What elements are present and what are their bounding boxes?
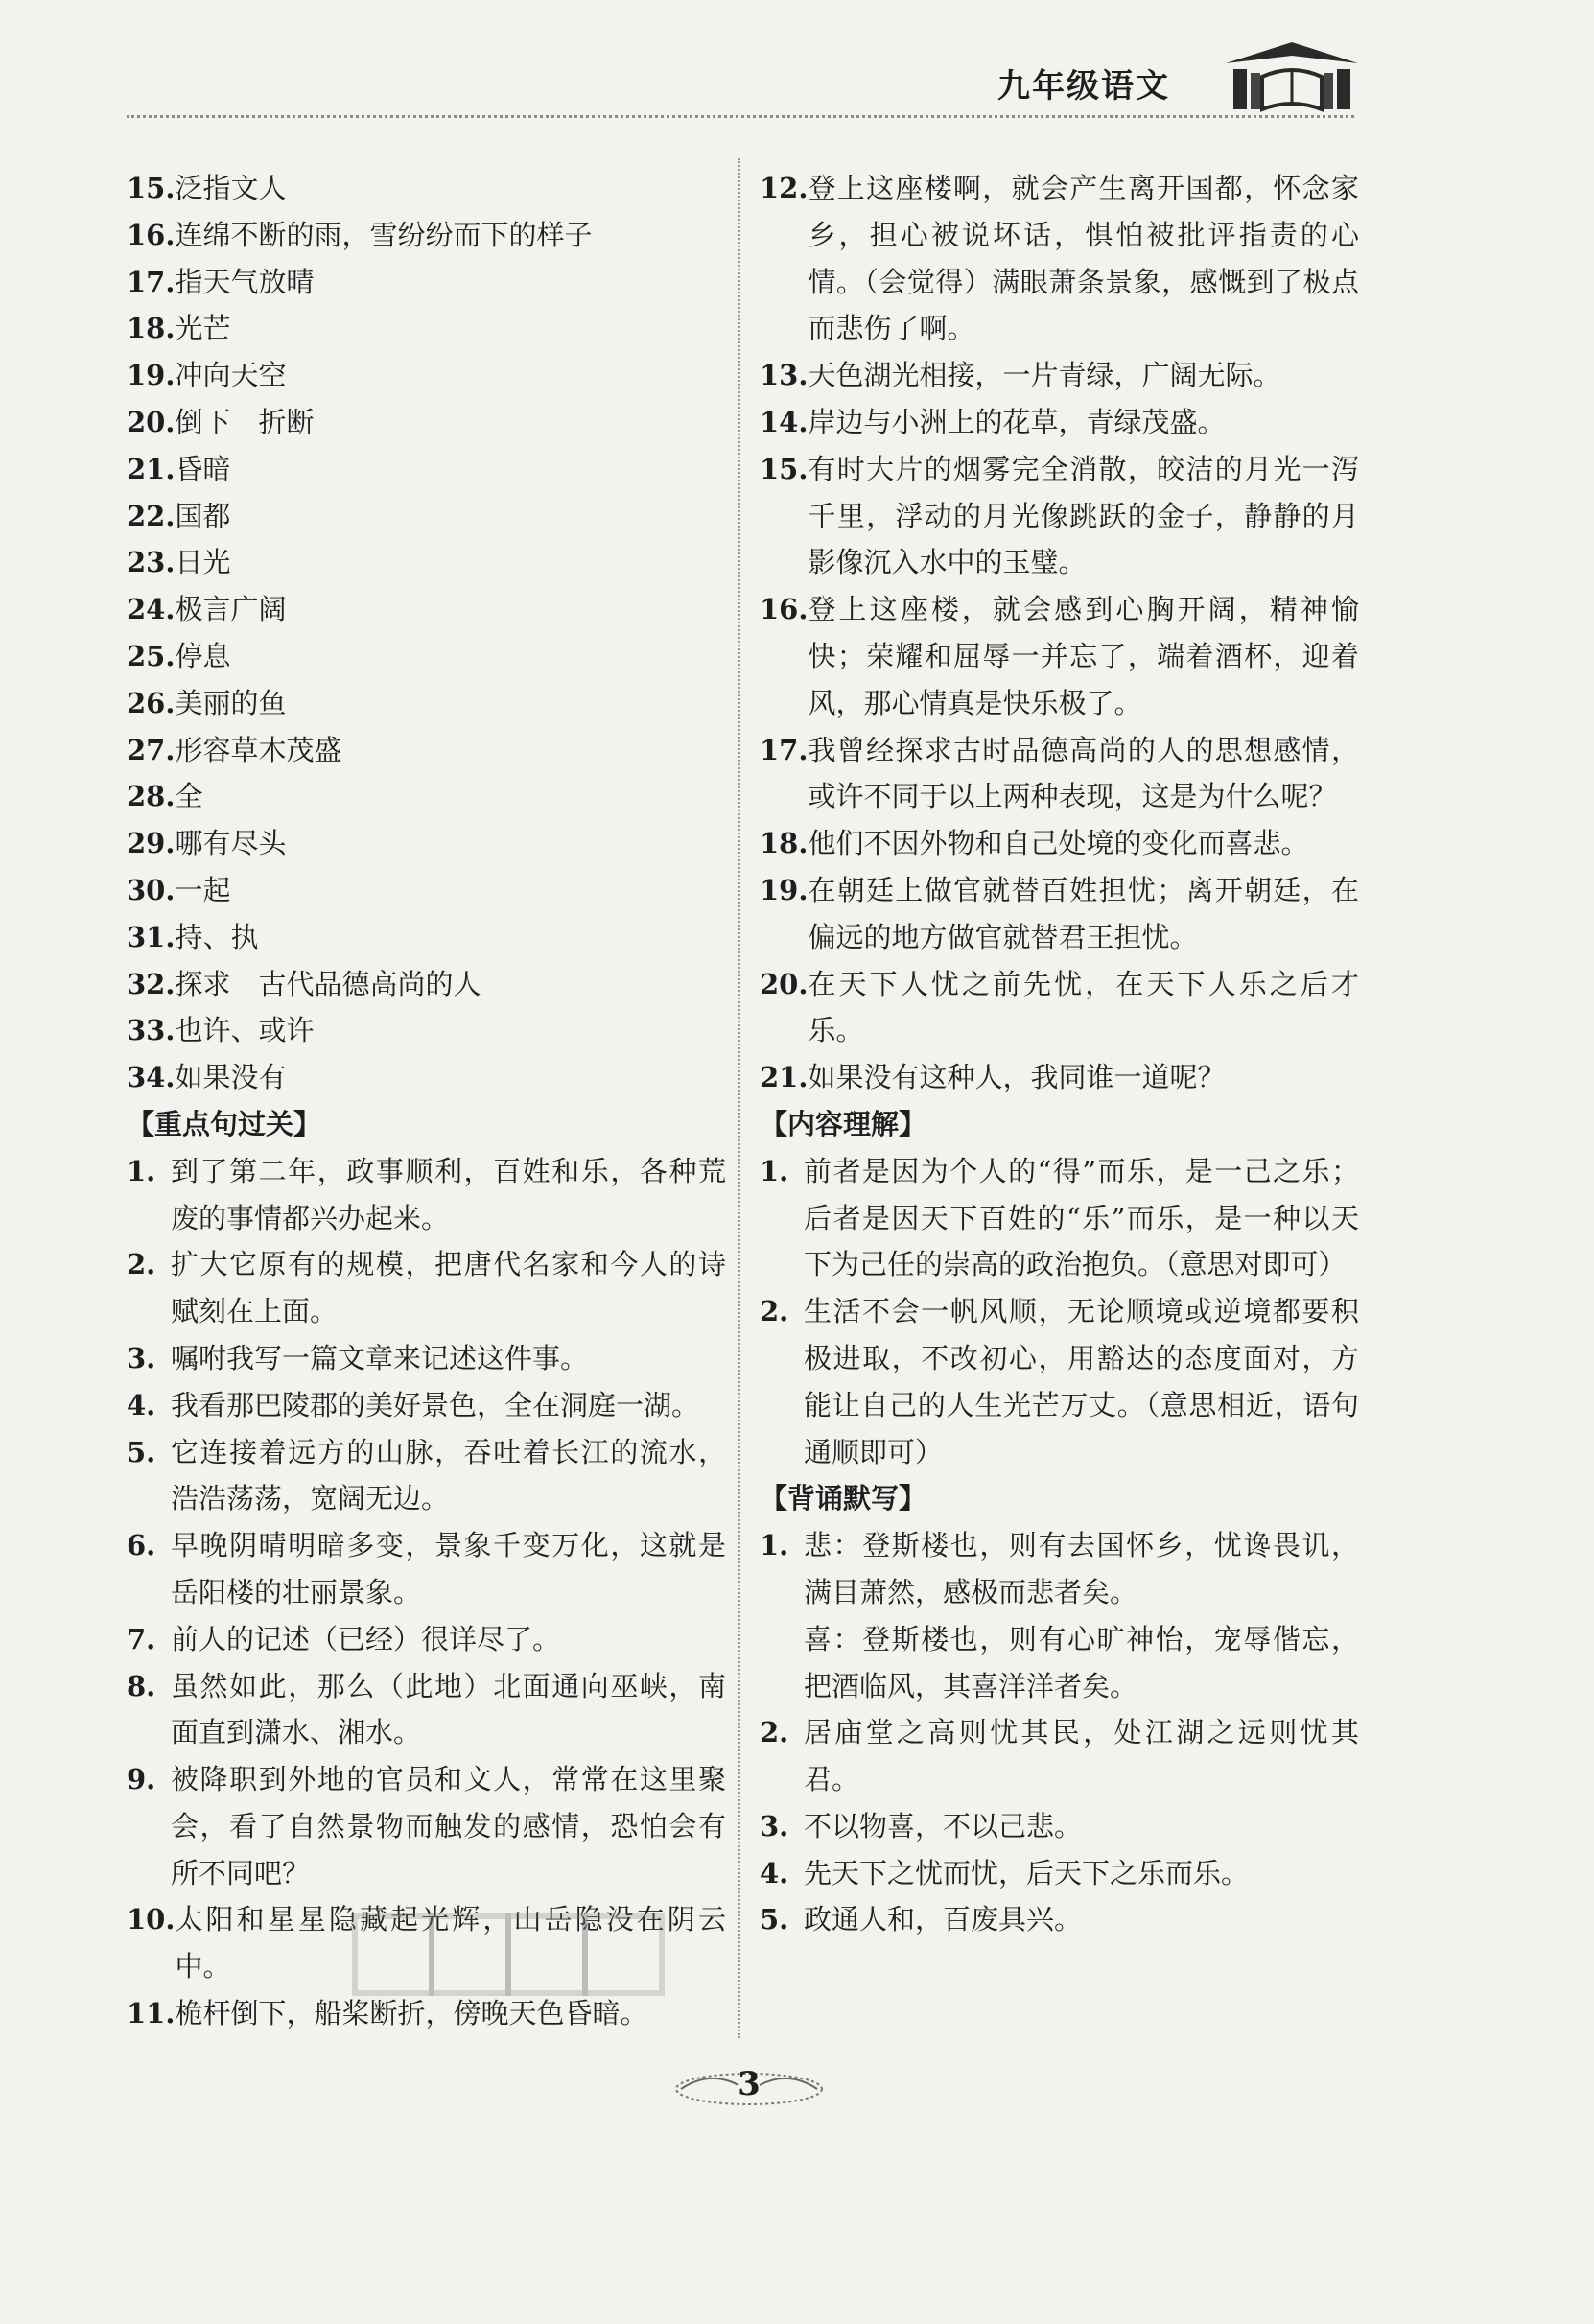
list-item: [127, 1241, 726, 1335]
item-number: 9.: [127, 1763, 156, 1796]
item-text: 美丽的鱼: [175, 686, 287, 719]
header-divider: [127, 115, 1354, 118]
item-text: 探求 古代品德高尚的人: [175, 967, 481, 1000]
item-number: 30.: [127, 873, 176, 906]
list-item: [760, 446, 1359, 586]
item-text: 形容草木茂盛: [175, 733, 342, 766]
item-number: 16.: [127, 218, 176, 251]
item-number: 3.: [127, 1341, 156, 1374]
item-number: 2.: [760, 1295, 789, 1328]
list-item: [760, 1148, 1359, 1288]
list-item: [760, 586, 1359, 726]
item-text: 持、执: [175, 920, 259, 953]
item-text: 前者是因为个人的“得”而乐，是一己之乐；后者是因天下百姓的“乐”而乐，是一种以天下为己任的崇高的政治抱负。（意思对即可）: [804, 1154, 1359, 1281]
item-text: 嘱咐我写一篇文章来记述这件事。: [171, 1341, 589, 1374]
item-number: 27.: [127, 733, 176, 766]
item-number: 18.: [127, 312, 176, 345]
list-item: [127, 165, 726, 212]
content-answer-list: [760, 1148, 1359, 1476]
list-item: [127, 259, 726, 306]
book-subject-title: 九年级语文: [997, 67, 1170, 106]
item-number: 16.: [760, 593, 809, 626]
item-number: 26.: [127, 686, 176, 719]
item-text: 被降职到外地的官员和文人，常常在这里聚会，看了自然景物而触发的感情，恐怕会有所不同吧？: [171, 1763, 726, 1890]
item-number: 4.: [760, 1856, 789, 1890]
item-text: 国都: [175, 499, 231, 532]
item-number: 1.: [760, 1154, 789, 1187]
item-number: 5.: [760, 1903, 789, 1937]
item-number: 12.: [760, 172, 809, 204]
item-text: 政通人和，百废具兴。: [804, 1903, 1083, 1937]
translation-list: [760, 165, 1359, 1101]
item-number: 17.: [760, 733, 809, 766]
item-number: 13.: [760, 359, 809, 392]
item-number: 2.: [760, 1716, 789, 1749]
list-item: [127, 914, 726, 961]
item-number: 18.: [760, 827, 809, 860]
item-text: 在朝廷上做官就替百姓担忧；离开朝廷，在偏远的地方做官就替君王担忧。: [808, 873, 1359, 953]
item-text: 桅杆倒下，船桨断折，傍晚天色昏暗。: [175, 1997, 648, 2031]
item-text: 前人的记述（已经）很详尽了。: [171, 1622, 561, 1655]
item-text: 在天下人忧之前先忧，在天下人乐之后才乐。: [808, 967, 1359, 1047]
book-stack-icon: [1220, 35, 1364, 115]
item-number: 31.: [127, 920, 176, 953]
list-item: [127, 586, 726, 633]
item-number: 22.: [127, 499, 176, 532]
item-text: 天色湖光相接，一片青绿，广阔无际。: [808, 359, 1281, 392]
list-item: [760, 1288, 1359, 1475]
item-number: 6.: [127, 1529, 156, 1562]
item-text: 居庙堂之高则忧其民，处江湖之远则忧其君。: [804, 1716, 1359, 1796]
item-text: 冲向天空: [175, 359, 287, 392]
item-text: 哪有尽头: [175, 827, 287, 860]
item-number: 28.: [127, 780, 176, 813]
list-item: [127, 867, 726, 914]
list-item: [127, 493, 726, 540]
item-number: 8.: [127, 1669, 156, 1702]
item-number: 14.: [760, 405, 809, 438]
list-item: [127, 680, 726, 727]
list-item: [760, 1054, 1359, 1101]
item-number: 24.: [127, 593, 176, 626]
item-text: 有时大片的烟雾完全消散，皎洁的月光一泻千里，浮动的月光像跳跃的金子，静静的月影像沉入水中的玉璧。: [808, 452, 1359, 579]
list-item: [127, 961, 726, 1008]
list-item: [127, 539, 726, 586]
list-item: [760, 867, 1359, 961]
item-number: 21.: [127, 452, 176, 485]
item-text: 悲：登斯楼也，则有去国怀乡，忧谗畏讥，满目萧然，感极而悲者矣。: [804, 1529, 1359, 1608]
item-number: 21.: [760, 1061, 809, 1094]
list-item: [127, 633, 726, 680]
item-number: 1.: [760, 1529, 789, 1562]
item-text: 极言广阔: [175, 593, 287, 626]
item-number: 19.: [760, 873, 809, 906]
item-number: 25.: [127, 639, 176, 672]
recite-list: [760, 1709, 1359, 1943]
item-text: 它连接着远方的山脉，吞吐着长江的流水，浩浩荡荡，宽阔无边。: [171, 1435, 726, 1515]
section-title-recite: 【背诵默写】: [760, 1482, 927, 1515]
item-number: 32.: [127, 967, 176, 1000]
word-meaning-list: [127, 165, 726, 1101]
list-item: [127, 1148, 726, 1242]
item-number: 29.: [127, 827, 176, 860]
list-item: [760, 1850, 1359, 1897]
item-number: 7.: [127, 1622, 156, 1655]
list-item: [127, 1382, 726, 1429]
left-column: [127, 165, 726, 2037]
list-item: [127, 305, 726, 352]
item-text: 他们不因外物和自己处境的变化而喜悲。: [808, 827, 1309, 860]
item-number: 15.: [760, 452, 809, 485]
item-text: 如果没有这种人，我同谁一道呢？: [808, 1061, 1226, 1094]
item-number: 20.: [127, 405, 176, 438]
item-text: 早晚阴晴明暗多变，景象千变万化，这就是岳阳楼的壮丽景象。: [171, 1529, 726, 1608]
item-text: 生活不会一帆风顺，无论顺境或逆境都要积极进取，不改初心，用豁达的态度面对，方能让自己的人生光芒万丈。（意思相近，语句通顺即可）: [804, 1295, 1359, 1468]
item-number: 19.: [127, 359, 176, 392]
list-item: [127, 399, 726, 446]
item-number: 17.: [127, 265, 176, 298]
list-item: [127, 1335, 726, 1382]
item-text: 停息: [175, 639, 231, 672]
section-title-content: 【内容理解】: [760, 1107, 927, 1140]
item-text: 昏暗: [175, 452, 231, 485]
item-number: 33.: [127, 1014, 176, 1047]
item-number: 5.: [127, 1435, 156, 1468]
item-number: 3.: [760, 1809, 789, 1843]
item-subtext: 喜：登斯楼也，则有心旷神怡，宠辱偕忘，把酒临风，其喜洋洋者矣。: [804, 1622, 1359, 1702]
list-item: [127, 446, 726, 493]
item-text: 泛指文人: [175, 172, 287, 204]
list-item: [127, 1054, 726, 1101]
item-number: 2.: [127, 1248, 156, 1281]
item-text: 虽然如此，那么（此地）北面通向巫峡，南面直到潇水、湘水。: [171, 1669, 726, 1749]
list-item: [127, 1429, 726, 1523]
list-item: [127, 727, 726, 774]
item-number: 11.: [127, 1997, 176, 2031]
list-item: [127, 1007, 726, 1054]
item-text: 一起: [175, 873, 231, 906]
item-text: 先天下之忧而忧，后天下之乐而乐。: [804, 1856, 1250, 1890]
item-text: 日光: [175, 546, 231, 579]
list-item: [127, 352, 726, 399]
list-item: [760, 1522, 1359, 1616]
item-text: 登上这座楼啊，就会产生离开国都，怀念家乡，担心被说坏话，惧怕被批评指责的心情。（会觉得）满眼萧条景象，感慨到了极点而悲伤了啊。: [808, 172, 1359, 345]
item-text: 我曾经探求古时品德高尚的人的思想感情，或许不同于以上两种表现，这是为什么呢？: [808, 733, 1359, 813]
list-item: [127, 212, 726, 259]
list-item: [760, 399, 1359, 446]
item-text: 我看那巴陵郡的美好景色，全在洞庭一湖。: [171, 1388, 700, 1421]
list-item: [760, 1709, 1359, 1803]
list-item: [127, 820, 726, 867]
item-text: 岸边与小洲上的花草，青绿茂盛。: [808, 405, 1226, 438]
item-text: 扩大它原有的规模，把唐代名家和今人的诗赋刻在上面。: [171, 1248, 726, 1328]
item-text: 连绵不断的雨，雪纷纷而下的样子: [175, 218, 593, 251]
item-text: 太阳和星星隐藏起光辉，山岳隐没在阴云中。: [175, 1903, 726, 1984]
list-item: [760, 820, 1359, 867]
item-number: 20.: [760, 967, 809, 1000]
item-text: 指天气放晴: [175, 265, 315, 298]
list-item: [760, 165, 1359, 352]
list-item: [760, 727, 1359, 821]
list-item: [127, 1756, 726, 1896]
list-item: [127, 1663, 726, 1757]
list-item: [127, 1616, 726, 1663]
list-item: [760, 352, 1359, 399]
watermark-icon: [345, 1899, 671, 2005]
item-number: 1.: [127, 1154, 156, 1187]
list-item: [760, 961, 1359, 1055]
item-text: 如果没有: [175, 1061, 287, 1094]
item-number: 34.: [127, 1061, 176, 1094]
item-number: 15.: [127, 172, 176, 204]
item-text: 全: [175, 780, 203, 813]
item-text: 不以物喜，不以己悲。: [804, 1809, 1083, 1843]
list-item: [760, 1896, 1359, 1943]
item-number: 23.: [127, 546, 176, 579]
item-text: 光芒: [175, 312, 231, 345]
item-text: 倒下 折断: [175, 405, 315, 438]
right-column: [760, 165, 1359, 1943]
column-divider: [738, 158, 740, 2038]
item-text: 到了第二年，政事顺利，百姓和乐，各种荒废的事情都兴办起来。: [171, 1154, 726, 1234]
item-text: 也许、或许: [175, 1014, 315, 1047]
section-title-key-sentences: 【重点句过关】: [127, 1107, 322, 1140]
list-item: [760, 1803, 1359, 1850]
list-item: [127, 1522, 726, 1616]
item-number: 10.: [127, 1903, 176, 1937]
list-item: [127, 773, 726, 820]
page-number: 3: [738, 2065, 761, 2103]
item-number: 4.: [127, 1388, 156, 1421]
item-text: 登上这座楼，就会感到心胸开阔，精神愉快；荣耀和屈辱一并忘了，端着酒杯，迎着风，那心情真是快乐极了。: [808, 593, 1359, 719]
